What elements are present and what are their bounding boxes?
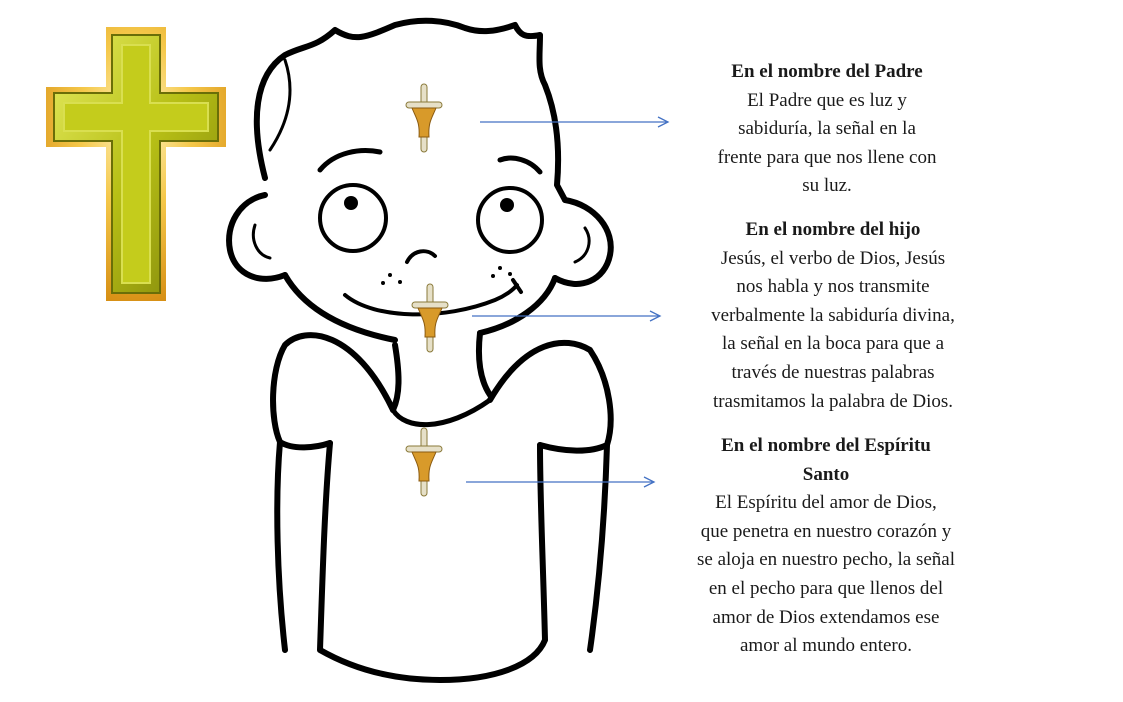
- caption-title: En el nombre del Padre: [731, 61, 923, 82]
- caption-line: nos habla y nos transmite: [736, 276, 930, 298]
- caption-title: En el nombre del Espíritu: [721, 435, 931, 456]
- caption-line: la señal en la boca para que a: [721, 333, 945, 355]
- arrow-hijo: [472, 308, 664, 324]
- caption-line: El Padre que es luz y: [747, 89, 907, 111]
- caption-title: Santo: [802, 463, 850, 485]
- caption-line: El Espíritu del amor de Dios,: [715, 492, 937, 514]
- caption-line: su luz.: [802, 175, 852, 197]
- caption-line: frente para que nos llene con: [717, 146, 937, 168]
- caption-line: trasmitamos la palabra de Dios.: [712, 390, 954, 412]
- crucifix-with-cloth-icon: [404, 426, 444, 498]
- caption-line: amor al mundo entero.: [739, 635, 912, 657]
- caption-line: amor de Dios extendamos ese: [712, 606, 940, 628]
- caption-espiritu: [660, 432, 992, 661]
- caption-line: sabiduría, la señal en la: [738, 118, 916, 140]
- crucifix-with-cloth-icon: [410, 282, 450, 354]
- caption-line: Jesús, el verbo de Dios, Jesús: [720, 247, 946, 269]
- arrow-padre: [480, 114, 672, 130]
- caption-hijo: [668, 216, 998, 416]
- caption-line: que penetra en nuestro corazón y: [700, 520, 952, 542]
- caption-line: través de nuestras palabras: [731, 361, 935, 383]
- caption-line: en el pecho para que llenos del: [708, 577, 944, 599]
- arrow-espiritu: [466, 474, 658, 490]
- caption-line: se aloja en nuestro pecho, la señal: [697, 549, 955, 571]
- caption-padre: [677, 58, 977, 201]
- caption-title: En el nombre del hijo: [745, 219, 921, 240]
- caption-line: verbalmente la sabiduría divina,: [711, 304, 955, 326]
- crucifix-with-cloth-icon: [404, 82, 444, 154]
